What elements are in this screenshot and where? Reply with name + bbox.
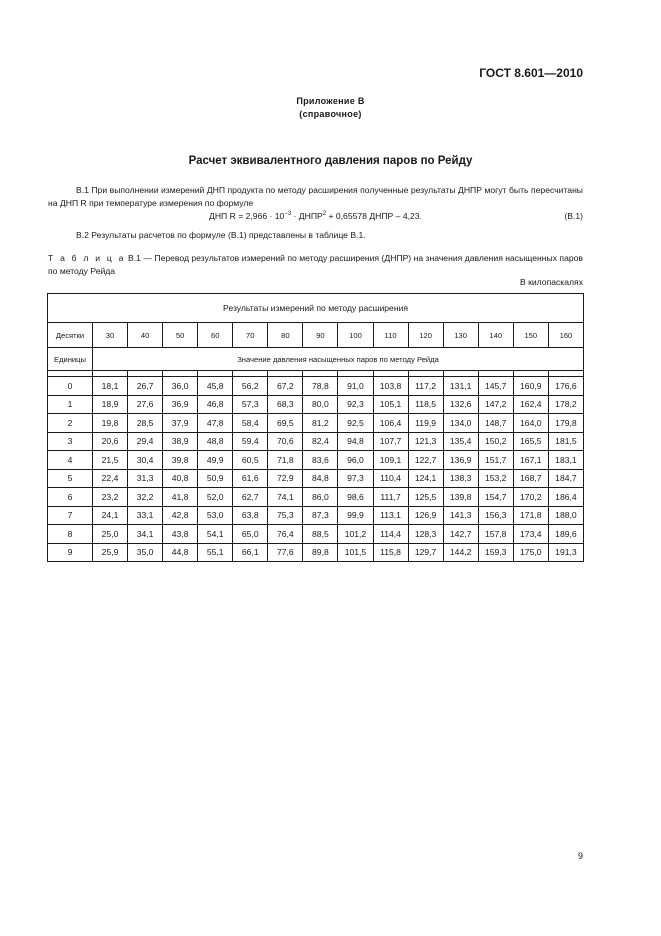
- value-cell: 91,0: [338, 377, 373, 396]
- value-cell: 52,0: [198, 488, 233, 507]
- page-number: 9: [577, 851, 583, 861]
- value-cell: 71,8: [268, 451, 303, 470]
- value-cell: 139,8: [443, 488, 478, 507]
- value-cell: 89,8: [303, 543, 338, 562]
- value-cell: 67,2: [268, 377, 303, 396]
- value-cell: 42,8: [163, 506, 198, 525]
- value-cell: 55,1: [198, 543, 233, 562]
- paragraph-b1: В.1 При выполнении измерений ДНП продукта по методу расширения полученные результаты ДНПР могут быть пересчитаны на ДНП R при температуре измерения по формуле: [48, 185, 583, 208]
- unit-cell: 1: [48, 395, 93, 414]
- table-row: [48, 395, 584, 414]
- value-cell: 54,1: [198, 525, 233, 544]
- value-cell: 23,2: [93, 488, 128, 507]
- value-cell: 191,3: [548, 543, 583, 562]
- value-cell: 106,4: [373, 414, 408, 433]
- value-cell: 25,0: [93, 525, 128, 544]
- value-cell: 145,7: [478, 377, 513, 396]
- unit-cell: 6: [48, 488, 93, 507]
- value-cell: 77,6: [268, 543, 303, 562]
- value-cell: 40,8: [163, 469, 198, 488]
- value-cell: 119,9: [408, 414, 443, 433]
- value-cell: 24,1: [93, 506, 128, 525]
- value-cell: 142,7: [443, 525, 478, 544]
- value-cell: 86,0: [303, 488, 338, 507]
- value-cell: 37,9: [163, 414, 198, 433]
- value-cell: 32,2: [128, 488, 163, 507]
- table-row: [48, 469, 584, 488]
- unit-cell: 0: [48, 377, 93, 396]
- value-cell: 21,5: [93, 451, 128, 470]
- value-cell: 168,7: [513, 469, 548, 488]
- value-cell: 87,3: [303, 506, 338, 525]
- value-cell: 31,3: [128, 469, 163, 488]
- value-cell: 128,3: [408, 525, 443, 544]
- value-cell: 175,0: [513, 543, 548, 562]
- value-cell: 110,4: [373, 469, 408, 488]
- value-cell: 25,9: [93, 543, 128, 562]
- value-cell: 157,8: [478, 525, 513, 544]
- value-cell: 62,7: [233, 488, 268, 507]
- value-cell: 99,9: [338, 506, 373, 525]
- value-cell: 144,2: [443, 543, 478, 562]
- value-cell: 58,4: [233, 414, 268, 433]
- value-cell: 18,9: [93, 395, 128, 414]
- value-cell: 47,8: [198, 414, 233, 433]
- value-cell: 132,6: [443, 395, 478, 414]
- value-cell: 103,8: [373, 377, 408, 396]
- value-cell: 134,0: [443, 414, 478, 433]
- value-cell: 141,3: [443, 506, 478, 525]
- value-cell: 113,1: [373, 506, 408, 525]
- value-cell: 101,2: [338, 525, 373, 544]
- unit-cell: 8: [48, 525, 93, 544]
- value-cell: 125,5: [408, 488, 443, 507]
- value-cell: 181,5: [548, 432, 583, 451]
- value-cell: 188,0: [548, 506, 583, 525]
- tens-column-header: 40: [128, 323, 163, 348]
- value-cell: 138,3: [443, 469, 478, 488]
- value-cell: 121,3: [408, 432, 443, 451]
- value-cell: 170,2: [513, 488, 548, 507]
- value-cell: 74,1: [268, 488, 303, 507]
- value-cell: 41,8: [163, 488, 198, 507]
- value-cell: 107,7: [373, 432, 408, 451]
- table-group-header-row: [48, 294, 584, 323]
- value-cell: 72,9: [268, 469, 303, 488]
- tens-column-header: 60: [198, 323, 233, 348]
- table-caption: Т а б л и ц а В.1 — Перевод результатов измерений по методу расширения (ДНПР) на значения давления насыщенных паров по методу Рейда: [48, 253, 583, 276]
- value-cell: 92,5: [338, 414, 373, 433]
- value-cell: 114,4: [373, 525, 408, 544]
- tens-column-header: 140: [478, 323, 513, 348]
- value-cell: 150,2: [478, 432, 513, 451]
- value-cell: 135,4: [443, 432, 478, 451]
- value-cell: 78,8: [303, 377, 338, 396]
- value-header: Значение давления насыщенных паров по методу Рейда: [93, 348, 584, 371]
- standard-code: ГОСТ 8.601—2010: [479, 66, 583, 80]
- value-cell: 28,5: [128, 414, 163, 433]
- tens-column-header: 120: [408, 323, 443, 348]
- value-cell: 183,1: [548, 451, 583, 470]
- value-cell: 126,9: [408, 506, 443, 525]
- value-cell: 189,6: [548, 525, 583, 544]
- unit-cell: 2: [48, 414, 93, 433]
- appendix-title: Приложение В: [296, 96, 365, 106]
- value-cell: 59,4: [233, 432, 268, 451]
- value-cell: 115,8: [373, 543, 408, 562]
- value-cell: 45,8: [198, 377, 233, 396]
- value-cell: 176,6: [548, 377, 583, 396]
- value-cell: 83,6: [303, 451, 338, 470]
- tens-column-header: 90: [303, 323, 338, 348]
- value-cell: 43,8: [163, 525, 198, 544]
- table-row: [48, 377, 584, 396]
- tens-label: Десятки: [48, 323, 93, 348]
- value-cell: 22,4: [93, 469, 128, 488]
- table-row: [48, 525, 584, 544]
- table-row: [48, 488, 584, 507]
- value-cell: 148,7: [478, 414, 513, 433]
- unit-cell: 9: [48, 543, 93, 562]
- value-cell: 101,5: [338, 543, 373, 562]
- value-cell: 70,6: [268, 432, 303, 451]
- appendix-subtitle: (справочное): [299, 109, 362, 119]
- value-cell: 19,8: [93, 414, 128, 433]
- value-cell: 48,8: [198, 432, 233, 451]
- tens-column-header: 70: [233, 323, 268, 348]
- value-cell: 61,6: [233, 469, 268, 488]
- value-cell: 63,8: [233, 506, 268, 525]
- unit-cell: 4: [48, 451, 93, 470]
- value-cell: 124,1: [408, 469, 443, 488]
- value-cell: 109,1: [373, 451, 408, 470]
- value-cell: 173,4: [513, 525, 548, 544]
- value-cell: 75,3: [268, 506, 303, 525]
- unit-cell: 7: [48, 506, 93, 525]
- value-cell: 179,8: [548, 414, 583, 433]
- value-cell: 39,8: [163, 451, 198, 470]
- tens-column-header: 50: [163, 323, 198, 348]
- tens-column-header: 100: [338, 323, 373, 348]
- value-cell: 136,9: [443, 451, 478, 470]
- value-cell: 34,1: [128, 525, 163, 544]
- value-cell: 96,0: [338, 451, 373, 470]
- table-row: [48, 506, 584, 525]
- value-cell: 69,5: [268, 414, 303, 433]
- tens-column-header: 80: [268, 323, 303, 348]
- value-cell: 186,4: [548, 488, 583, 507]
- value-cell: 80,0: [303, 395, 338, 414]
- table-row: [48, 451, 584, 470]
- value-cell: 65,0: [233, 525, 268, 544]
- unit-cell: 3: [48, 432, 93, 451]
- table-row: [48, 414, 584, 433]
- value-cell: 81,2: [303, 414, 338, 433]
- value-cell: 118,5: [408, 395, 443, 414]
- table-row: [48, 543, 584, 562]
- value-cell: 20,6: [93, 432, 128, 451]
- value-cell: 84,8: [303, 469, 338, 488]
- value-cell: 27,6: [128, 395, 163, 414]
- value-cell: 184,7: [548, 469, 583, 488]
- value-cell: 156,3: [478, 506, 513, 525]
- value-cell: 26,7: [128, 377, 163, 396]
- value-cell: 50,9: [198, 469, 233, 488]
- value-cell: 57,3: [233, 395, 268, 414]
- tens-column-header: 130: [443, 323, 478, 348]
- value-cell: 167,1: [513, 451, 548, 470]
- value-cell: 117,2: [408, 377, 443, 396]
- value-cell: 92,3: [338, 395, 373, 414]
- group-header: Результаты измерений по методу расширения: [48, 294, 584, 323]
- value-cell: 153,2: [478, 469, 513, 488]
- value-cell: 122,7: [408, 451, 443, 470]
- value-cell: 18,1: [93, 377, 128, 396]
- units-note: В килопаскалях: [520, 277, 583, 287]
- value-cell: 154,7: [478, 488, 513, 507]
- value-cell: 29,4: [128, 432, 163, 451]
- value-cell: 60,5: [233, 451, 268, 470]
- value-cell: 105,1: [373, 395, 408, 414]
- value-cell: 162,4: [513, 395, 548, 414]
- value-cell: 88,5: [303, 525, 338, 544]
- value-cell: 82,4: [303, 432, 338, 451]
- value-cell: 46,8: [198, 395, 233, 414]
- value-cell: 129,7: [408, 543, 443, 562]
- units-label: Единицы: [48, 348, 93, 371]
- value-cell: 66,1: [233, 543, 268, 562]
- value-cell: 111,7: [373, 488, 408, 507]
- value-cell: 159,3: [478, 543, 513, 562]
- value-cell: 30,4: [128, 451, 163, 470]
- conversion-table: [47, 293, 584, 562]
- tens-column-header: 160: [548, 323, 583, 348]
- value-cell: 36,9: [163, 395, 198, 414]
- paragraph-b2: В.2 Результаты расчетов по формуле (В.1) представлены в таблице В.1.: [76, 230, 366, 240]
- formula-expression: ДНП $R = 2,966 \cdot 10^{-3}$ · $ДНПР^2 + 0,65578$ ДНПР – 4,23.: [209, 211, 422, 221]
- value-cell: 38,9: [163, 432, 198, 451]
- tens-column-header: 150: [513, 323, 548, 348]
- unit-cell: 5: [48, 469, 93, 488]
- value-cell: 76,4: [268, 525, 303, 544]
- value-cell: 44,8: [163, 543, 198, 562]
- table-row: [48, 432, 584, 451]
- value-cell: 171,8: [513, 506, 548, 525]
- value-cell: 151,7: [478, 451, 513, 470]
- value-cell: 164,0: [513, 414, 548, 433]
- value-cell: 178,2: [548, 395, 583, 414]
- value-cell: 53,0: [198, 506, 233, 525]
- units-header-row: [48, 348, 584, 371]
- value-cell: 68,3: [268, 395, 303, 414]
- value-cell: 33,1: [128, 506, 163, 525]
- value-cell: 131,1: [443, 377, 478, 396]
- value-cell: 97,3: [338, 469, 373, 488]
- value-cell: 94,8: [338, 432, 373, 451]
- tens-column-header: 110: [373, 323, 408, 348]
- tens-header-row: [48, 323, 584, 348]
- value-cell: 98,6: [338, 488, 373, 507]
- value-cell: 49,9: [198, 451, 233, 470]
- value-cell: 147,2: [478, 395, 513, 414]
- value-cell: 165,5: [513, 432, 548, 451]
- value-cell: 160,9: [513, 377, 548, 396]
- value-cell: 35,0: [128, 543, 163, 562]
- formula-number: (В.1): [564, 211, 583, 221]
- value-cell: 36,0: [163, 377, 198, 396]
- section-title: Расчет эквивалентного давления паров по Рейду: [188, 155, 473, 167]
- tens-column-header: 30: [93, 323, 128, 348]
- value-cell: 56,2: [233, 377, 268, 396]
